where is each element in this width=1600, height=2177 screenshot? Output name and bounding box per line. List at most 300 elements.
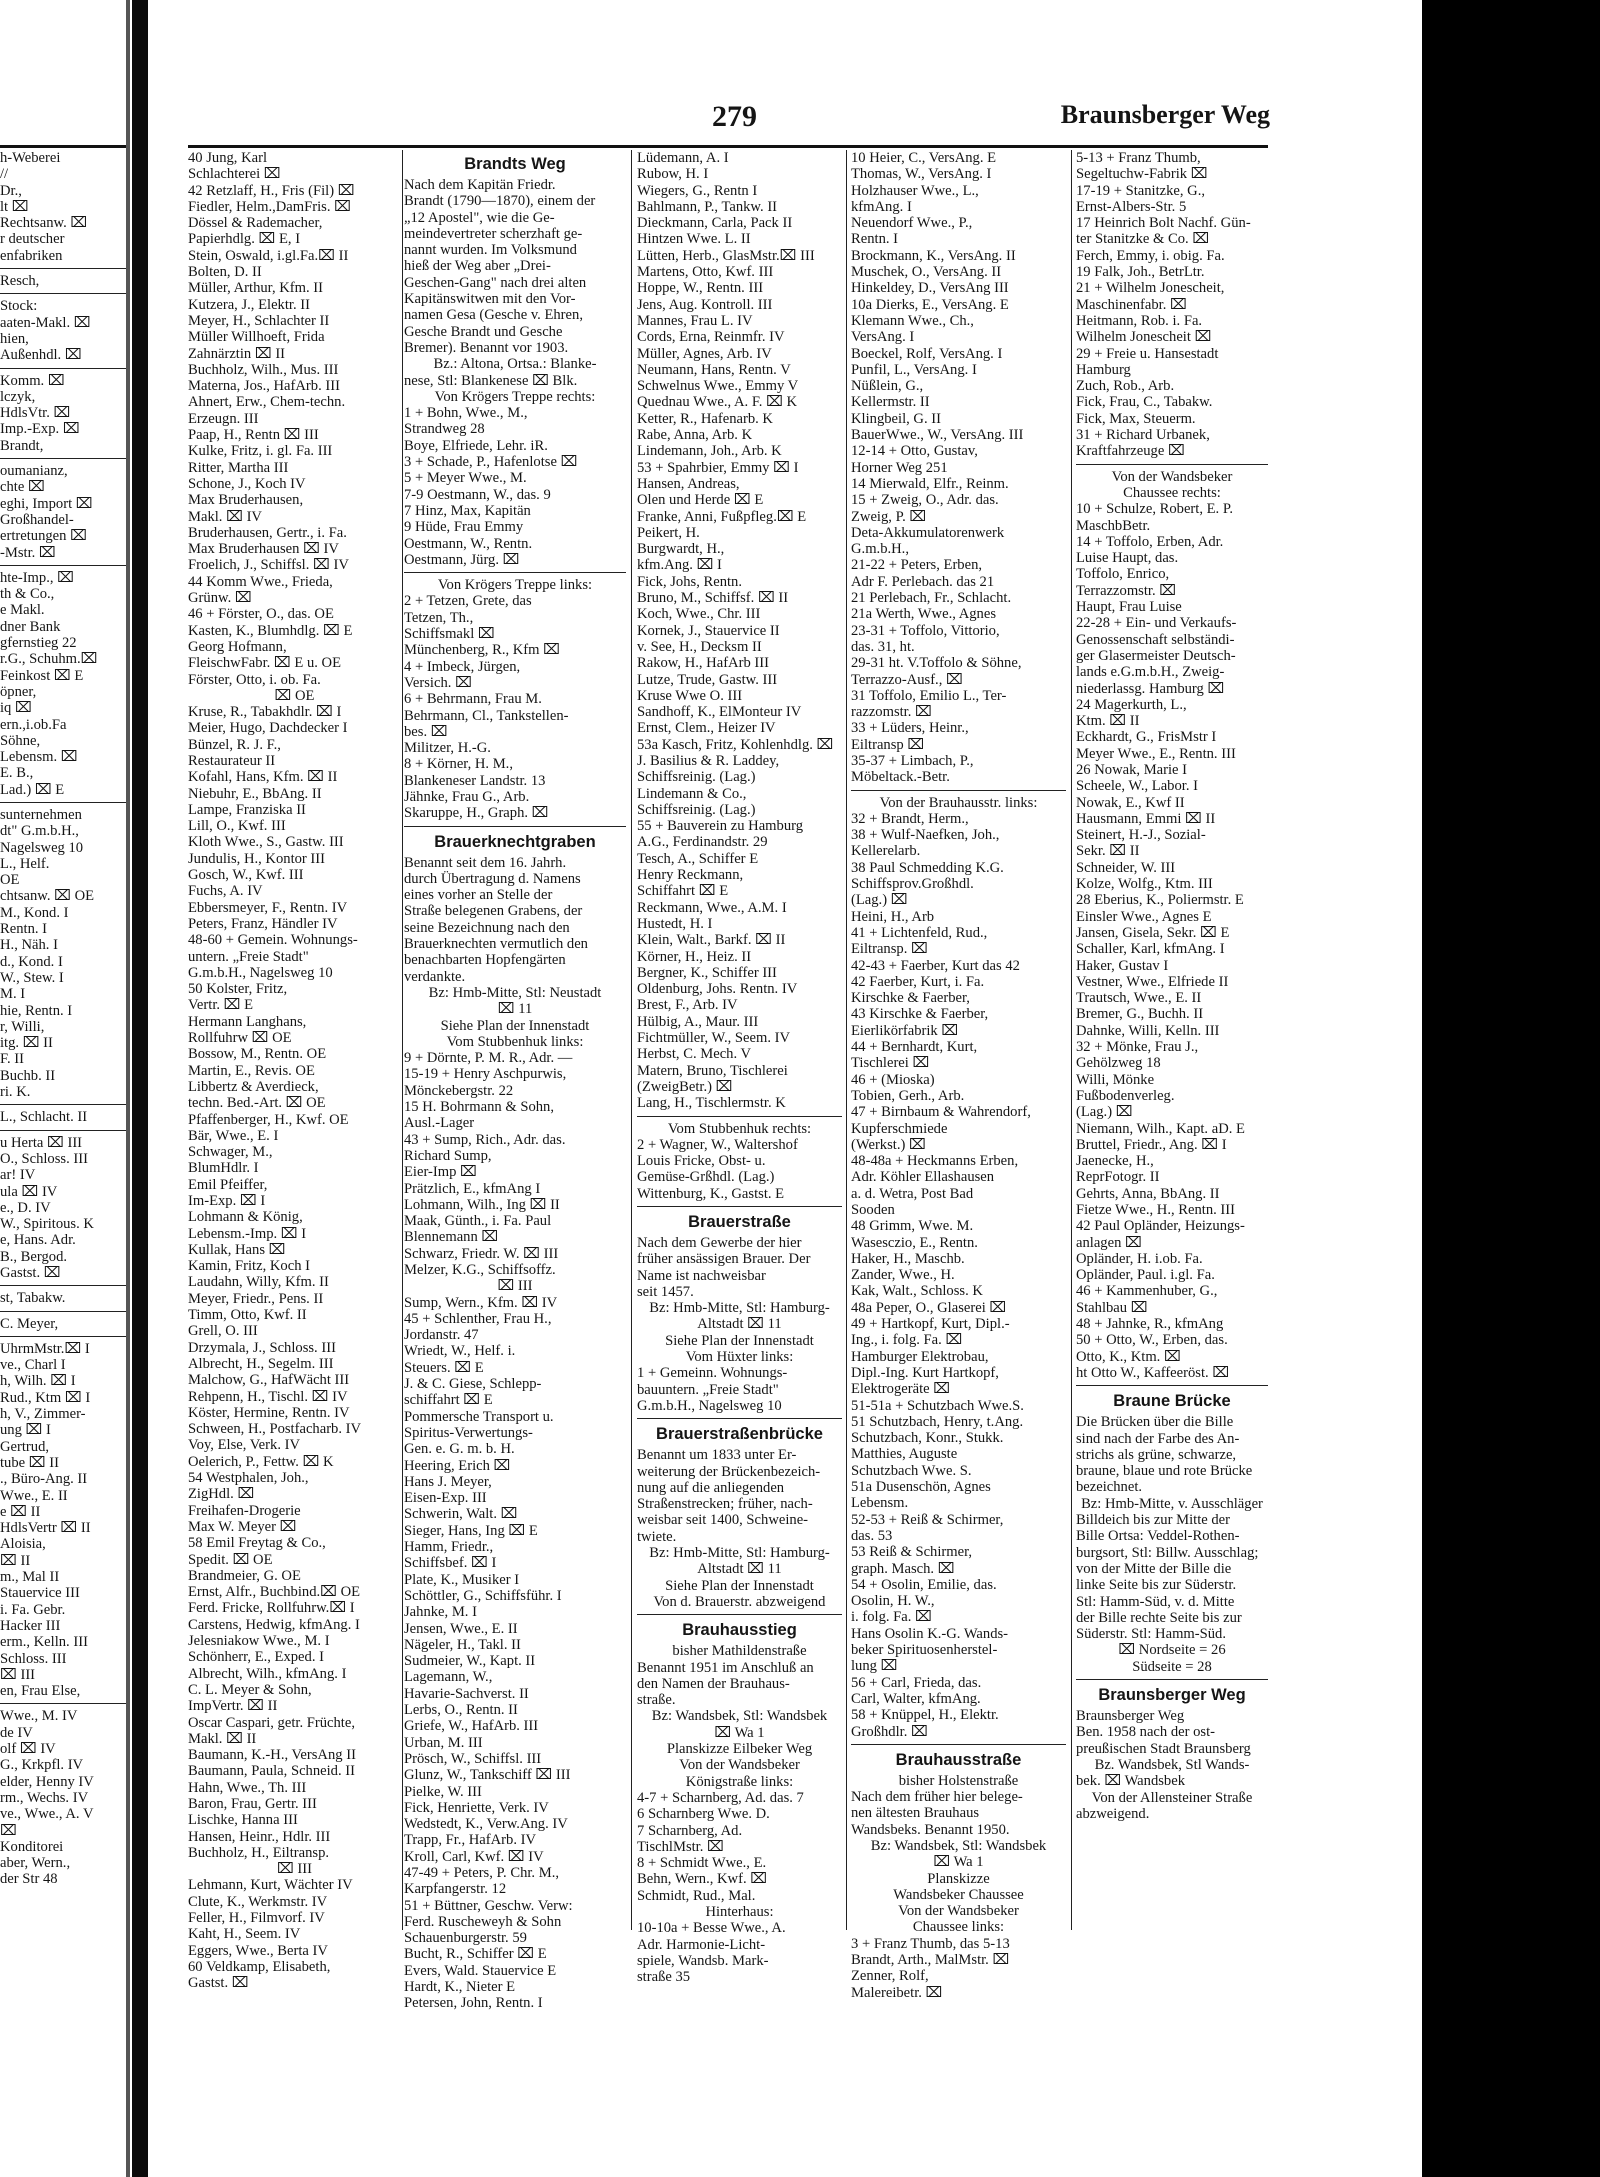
directory-line: Timm, Otto, Kwf. II — [188, 1307, 307, 1324]
directory-line: Kaht, H., Seem. IV — [188, 1926, 301, 1943]
directory-line: 21-22 + Peters, Erben, — [851, 557, 983, 574]
directory-line: Max W. Meyer ⌧ — [188, 1518, 297, 1535]
directory-line: Gehrts, Anna, BbAng. II — [1076, 1185, 1220, 1202]
directory-line: Rentn. I — [0, 921, 48, 938]
directory-line: techn. Bed.-Art. ⌧ OE — [188, 1095, 326, 1112]
directory-line: C. L. Meyer & Sohn, — [188, 1681, 312, 1698]
column-divider — [1071, 150, 1072, 1930]
directory-line: Rabe, Anna, Arb. K — [637, 427, 753, 444]
directory-line: Schloss. III — [0, 1650, 67, 1667]
directory-line: das. 53 — [851, 1527, 893, 1544]
directory-line: Lindemann, Joh., Arb. K — [637, 443, 782, 460]
directory-line: ertretungen ⌧ — [0, 528, 87, 545]
directory-line: 12-14 + Otto, Gustav, — [851, 443, 978, 460]
directory-line: 43 + Sump, Rich., Adr. das. — [404, 1131, 566, 1148]
directory-line: G.m.b.H., Nagelsweg 10 — [637, 1397, 782, 1414]
directory-line: Trautsch, Wwe., E. II — [1076, 990, 1202, 1007]
directory-line: Schwelnus Wwe., Emmy V — [637, 378, 799, 395]
directory-line: ImpVertr. ⌧ II — [188, 1698, 278, 1715]
scan-right-border — [1422, 0, 1600, 2177]
directory-line: 44 Komm Wwe., Frieda, — [188, 573, 333, 590]
directory-line: u Herta ⌧ III — [0, 1134, 83, 1151]
directory-line: Hamburger Elektrobau, — [851, 1348, 989, 1365]
directory-line: Köster, Hermine, Rentn. IV — [188, 1404, 350, 1421]
directory-line: Emil Pfeiffer, — [188, 1176, 268, 1193]
directory-line: Fick, Max, Steuerm. — [1076, 410, 1196, 427]
directory-line: Südseite = 28 — [1132, 1658, 1212, 1675]
directory-line: Im-Exp. ⌧ I — [188, 1193, 266, 1209]
directory-line: Bahlmann, P., Tankw. II — [637, 198, 778, 215]
directory-line: h, V., Zimmer- — [0, 1406, 86, 1423]
directory-line: ⌧ II — [0, 1552, 31, 1569]
directory-line: 6 Scharnberg Wwe. D. — [637, 1806, 770, 1823]
directory-line: Chaussee rechts: — [1123, 484, 1221, 501]
directory-line: Brandt, Arth., MalMstr. ⌧ — [851, 1952, 1010, 1969]
directory-line: Kofahl, Hans, Kfm. ⌧ II — [188, 769, 338, 786]
directory-line: Nagelsweg 10 — [0, 839, 84, 856]
directory-line: (Werkst.) ⌧ — [851, 1136, 926, 1153]
directory-line: Nüßlein, G., — [851, 378, 924, 395]
directory-line: Hans J. Meyer, — [404, 1473, 492, 1490]
directory-line: Ernst, Clem., Heizer IV — [637, 720, 776, 737]
directory-line: 15 + Zweig, O., Adr. das. — [851, 492, 999, 509]
directory-line: 21 Perlebach, Fr., Schlacht. — [851, 590, 1012, 607]
directory-line: Bolten, D. II — [188, 264, 262, 281]
directory-line: Lebensm. — [851, 1495, 909, 1512]
section-rule — [0, 802, 126, 803]
directory-line: Benannt seit dem 16. Jahrh. — [404, 854, 567, 871]
directory-line: Fichtmüller, W., Seem. IV — [637, 1030, 791, 1047]
section-rule — [637, 1614, 842, 1615]
directory-line: Schöttler, G., Schiffsführ. I — [404, 1587, 562, 1604]
directory-line: erm., Kelln. III — [0, 1634, 88, 1651]
directory-line: Dössel & Rademacher, — [188, 215, 323, 232]
directory-line: 50 + Otto, W., Erben, das. — [1076, 1332, 1228, 1349]
section-rule — [0, 1130, 126, 1131]
directory-line: Kak, Walt., Schloss. K — [851, 1283, 983, 1300]
directory-line: 1 + Bohn, Wwe., M., — [404, 405, 528, 422]
directory-line: Jens, Aug. Kontroll. III — [637, 296, 773, 313]
directory-line: 17-19 + Stanitzke, G., — [1076, 182, 1206, 199]
directory-line: Opländer, Paul. i.gl. Fa. — [1076, 1267, 1215, 1284]
directory-line: Lütten, Herb., GlasMstr.⌧ III — [637, 247, 815, 264]
directory-line: 42 Faerber, Kurt, i. Fa. — [851, 973, 985, 990]
directory-line: Lüdemann, A. I — [637, 150, 729, 166]
directory-line: Matern, Bruno, Tischlerei — [637, 1062, 788, 1079]
directory-line: 51-51a + Schutzbach Wwe.S. — [851, 1397, 1024, 1414]
directory-line: Koch, Wwe., Chr. III — [637, 606, 761, 623]
directory-line: aaten-Makl. ⌧ — [0, 314, 91, 331]
directory-line: st, Tabakw. — [0, 1290, 66, 1307]
directory-line: 46 + (Mioska) — [851, 1071, 935, 1088]
directory-line: Chaussee links: — [912, 1919, 1005, 1936]
directory-line: Hansen, Andreas, — [637, 475, 740, 492]
directory-line: 51a Dusenschön, Agnes — [851, 1479, 991, 1496]
directory-line: Stock: — [0, 298, 38, 315]
directory-line: Kellerelarb. — [851, 843, 921, 860]
directory-line: Mönckebergstr. 22 — [404, 1082, 514, 1099]
left-page-header-rule — [0, 145, 126, 148]
directory-line: Brockmann, K., VersAng. II — [851, 247, 1016, 264]
directory-line: Urban, M. III — [404, 1734, 483, 1751]
directory-line: J. & C. Giese, Schlepp- — [404, 1376, 542, 1393]
directory-line: abzweigend. — [1076, 1805, 1150, 1822]
directory-line: Segeltuchw-Fabrik ⌧ — [1076, 166, 1208, 183]
directory-line: schiffahrt ⌧ E — [404, 1392, 493, 1409]
directory-line: Hahn, Wwe., Th. III — [188, 1779, 307, 1796]
directory-line: 44 + Bernhardt, Kurt, — [851, 1039, 978, 1056]
directory-line: Hoppe, W., Rentn. III — [637, 280, 764, 297]
directory-line: Einsler Wwe., Agnes E — [1076, 908, 1212, 925]
directory-line: meindevertreter scherzhaft ge- — [404, 225, 583, 242]
directory-line: Scheele, W., Labor. I — [1076, 778, 1198, 795]
directory-line: Herbst, C. Mech. V — [637, 1046, 752, 1063]
directory-line: F. II — [0, 1051, 24, 1068]
directory-line: hie, Rentn. I — [0, 1002, 73, 1019]
directory-line: 45 + Schlenther, Frau H., — [404, 1310, 552, 1327]
directory-line: weisbar seit 1400, Schweine- — [637, 1512, 809, 1529]
directory-line: Benannt um 1833 unter Er- — [637, 1447, 797, 1464]
directory-line: weiterung der Brückenbezeich- — [637, 1463, 821, 1480]
directory-line: Brandmeier, G. OE — [188, 1567, 301, 1584]
directory-line: Bz. Wandsbek, Stl Wands- — [1094, 1756, 1250, 1773]
directory-line: namen Gesa (Gesche v. Ehren, — [404, 307, 583, 324]
directory-line: Otto, K., Ktm. ⌧ — [1076, 1348, 1181, 1365]
directory-line: Sekr. ⌧ II — [1076, 843, 1140, 860]
directory-line: Hausmann, Emmi ⌧ II — [1076, 810, 1216, 827]
directory-line: nannt wurden. Im Volksmund — [404, 242, 577, 259]
section-rule — [0, 1285, 126, 1286]
directory-line: Kullak, Hans ⌧ — [188, 1241, 286, 1258]
directory-line: Kraftfahrzeuge ⌧ — [1076, 443, 1185, 460]
directory-line: Von der Wandsbeker — [898, 1903, 1019, 1920]
street-heading: Brauerstraßenbrücke — [656, 1425, 823, 1444]
directory-line: W., Stew. I — [0, 969, 64, 986]
directory-line: Sudmeier, W., Kapt. II — [404, 1653, 536, 1670]
directory-line: 48 + Jahnke, R., kfmAng — [1076, 1316, 1224, 1333]
directory-line: Burgwardt, H., — [637, 541, 725, 558]
directory-line: Nowak, E., Kwf II — [1076, 794, 1185, 811]
directory-line: Wilhelm Jonescheit ⌧ — [1076, 329, 1212, 346]
directory-line: Max Bruderhausen ⌧ IV — [188, 541, 339, 558]
page-edge-shadow — [126, 0, 130, 2177]
directory-line: 7-9 Oestmann, W., das. 9 — [404, 486, 551, 503]
directory-line: Die Brücken über die Bille — [1076, 1414, 1234, 1431]
directory-line: Eggers, Wwe., Berta IV — [188, 1942, 328, 1959]
street-heading: Brauhausstieg — [682, 1621, 797, 1640]
directory-line: e ⌧ II — [0, 1503, 41, 1520]
directory-line: 52-53 + Reiß & Schirmer, — [851, 1511, 1004, 1528]
directory-line: 58 Emil Freytag & Co., — [188, 1535, 326, 1552]
directory-line: Baron, Frau, Gertr. III — [188, 1795, 317, 1812]
directory-line: Tesch, A., Schiffer E — [637, 850, 759, 867]
directory-line: dt" G.m.b.H., — [0, 823, 79, 840]
directory-line: Evers, Wald. Stauervice E — [404, 1962, 557, 1979]
directory-line: Griefe, W., HafArb. III — [404, 1718, 539, 1735]
directory-line: Toffolo, Enrico, — [1076, 566, 1170, 583]
directory-line: M. I — [0, 986, 26, 1003]
directory-line: strichs als grüne, schwarze, — [1076, 1446, 1237, 1463]
directory-line: Bz.: Altona, Ortsa.: Blanke- — [433, 356, 597, 373]
directory-line: r deutscher — [0, 231, 65, 248]
directory-line: ⌧ III — [497, 1278, 533, 1295]
directory-line: spiele, Wandsb. Mark- — [637, 1952, 769, 1969]
directory-line: Grell, O. III — [188, 1323, 258, 1340]
directory-line: Kolze, Wolfg., Ktm. III — [1076, 876, 1213, 893]
directory-line: Albrecht, H., Segelm. III — [188, 1355, 334, 1372]
directory-line: Meier, Hugo, Dachdecker I — [188, 720, 348, 737]
directory-line: Ing., i. folg. Fa. ⌧ — [851, 1332, 963, 1349]
directory-line: 6 + Behrmann, Frau M. — [404, 691, 542, 708]
directory-line: lung ⌧ — [851, 1658, 898, 1675]
directory-line: Planskizze — [927, 1870, 990, 1887]
directory-line: Bossow, M., Rentn. OE — [188, 1046, 327, 1063]
directory-line: 1 + Gemeinn. Wohnungs- — [637, 1365, 788, 1382]
directory-line: Hacker III — [0, 1617, 61, 1634]
directory-line: 32 + Mönke, Frau J., — [1076, 1039, 1199, 1056]
directory-line: Restaurateur II — [188, 752, 276, 769]
directory-line: Papierhdlg. ⌧ E, I — [188, 231, 301, 248]
directory-line: 10 + Schulze, Robert, E. P. — [1076, 501, 1233, 518]
directory-line: Kirschke & Faerber, — [851, 990, 970, 1007]
directory-line: Wedstedt, K., Verw.Ang. IV — [404, 1816, 568, 1833]
section-rule — [0, 1104, 126, 1105]
directory-line: Fick, Henriette, Verk. IV — [404, 1799, 549, 1816]
column-divider — [402, 150, 403, 1930]
directory-line: Dipl.-Ing. Kurt Hartkopf, — [851, 1364, 999, 1381]
directory-line: Terrazzo-Ausf., ⌧ — [851, 671, 963, 688]
directory-line: 42 Paul Opländer, Heizungs- — [1076, 1218, 1245, 1235]
directory-line: Zahnärztin ⌧ II — [188, 345, 286, 362]
directory-line: 58 + Knüppel, H., Elektr. — [851, 1707, 999, 1724]
directory-line: früher ansässigen Brauer. Der — [637, 1251, 811, 1268]
directory-line: ⌧ III — [0, 1666, 36, 1683]
section-rule — [404, 826, 626, 827]
directory-line: G., Krkpfl. IV — [0, 1757, 84, 1774]
directory-line: Bz: Hmb-Mitte, v. Ausschläger — [1081, 1495, 1263, 1512]
directory-line: Schneider, W. III — [1076, 859, 1176, 876]
directory-line: iq ⌧ — [0, 700, 32, 717]
directory-line: Jansen, Gisela, Sekr. ⌧ E — [1076, 924, 1230, 941]
directory-line: Hinkeldey, D., VersAng III — [851, 280, 1009, 297]
directory-line: linke Seite bis zur Süderstr. — [1076, 1577, 1237, 1594]
directory-line: Lebensm.-Imp. ⌧ I — [188, 1225, 307, 1242]
directory-line: dner Bank — [0, 618, 61, 635]
directory-line: Cords, Erna, Reinmfr. IV — [637, 329, 785, 346]
directory-line: Dieckmann, Carla, Pack II — [637, 215, 793, 232]
directory-line: Stein, Oswald, i.gl.Fa.⌧ II — [188, 247, 349, 264]
directory-line: 53a Kasch, Fritz, Kohlenhdlg. ⌧ — [637, 736, 834, 753]
directory-line: Osolin, H. W., — [851, 1593, 935, 1610]
directory-line: e Makl. — [0, 602, 45, 619]
directory-line: Müller, Agnes, Arb. IV — [637, 345, 772, 362]
directory-line: Ahnert, Erw., Chem-techn. — [188, 394, 346, 411]
directory-line: M., Kond. I — [0, 904, 69, 921]
directory-line: Behn, Wern., Kwf. ⌧ — [637, 1871, 768, 1888]
directory-line: 19 Falk, Joh., BetrLtr. — [1076, 264, 1205, 281]
directory-line: Lohmann & König, — [188, 1209, 303, 1226]
directory-line: Wandsbeks. Benannt 1950. — [851, 1821, 1010, 1838]
directory-line: olf ⌧ IV — [0, 1741, 56, 1758]
directory-line: Buchholz, Wilh., Mus. III — [188, 361, 339, 378]
directory-line: ⌧ Wa 1 — [714, 1724, 765, 1741]
directory-line: Billdeich bis zur Mitte der — [1076, 1512, 1231, 1529]
directory-line: 31 + Richard Urbanek, — [1076, 427, 1210, 444]
directory-line: Vom Stubbenhuk rechts: — [667, 1120, 812, 1137]
directory-line: 9 Hüde, Frau Emmy — [404, 519, 524, 536]
directory-line: Oscar Caspari, getr. Früchte, — [188, 1714, 355, 1731]
directory-line: UhrmMstr.⌧ I — [0, 1340, 90, 1357]
directory-line: ZigHdl. ⌧ — [188, 1486, 255, 1503]
directory-line: enfabriken — [0, 247, 63, 264]
directory-line: Freihafen-Drogerie — [188, 1502, 301, 1519]
directory-line: Schwerin, Walt. ⌧ — [404, 1506, 518, 1523]
directory-line: Spedit. ⌧ OE — [188, 1551, 273, 1568]
directory-line: Lutze, Trude, Gastw. III — [637, 671, 778, 688]
directory-line: 7 Scharnberg, Ad. — [637, 1822, 743, 1839]
directory-line: hieß der Weg aber „Drei- — [404, 258, 551, 275]
directory-line: Fußbodenverleg. — [1076, 1087, 1175, 1104]
directory-line: Münchenberg, R., Kfm ⌧ — [404, 642, 560, 659]
section-rule — [1076, 1679, 1268, 1680]
directory-line: Schiffsreinig. (Lag.) — [637, 769, 756, 786]
directory-line: Von Krögers Treppe rechts: — [434, 388, 596, 405]
directory-line: Baumann, K.-H., VersAng II — [188, 1747, 356, 1764]
directory-line: Paap, H., Rentn ⌧ III — [188, 427, 319, 444]
directory-line: oumanianz, — [0, 463, 68, 480]
directory-line: e., D. IV — [0, 1199, 51, 1216]
directory-line: bezeichnet. — [1076, 1479, 1143, 1496]
directory-line: Libbertz & Averdieck, — [188, 1078, 319, 1095]
directory-line: Lill, O., Kwf. III — [188, 818, 286, 835]
directory-line: braune, blaue und rote Brücke — [1076, 1463, 1253, 1480]
directory-line: Planskizze Eilbeker Weg — [666, 1741, 813, 1758]
directory-line: r, Willi, — [0, 1018, 45, 1035]
directory-line: Heering, Erich ⌧ — [404, 1457, 511, 1474]
directory-line: 2 + Wagner, W., Waltershof — [637, 1136, 798, 1153]
directory-line: Wasesczio, E., Rentn. — [851, 1234, 978, 1251]
section-rule — [0, 268, 126, 269]
directory-line: Froelich, J., Schiffsl. ⌧ IV — [188, 557, 349, 574]
directory-line: Schmidt, Rud., Mal. — [637, 1887, 756, 1904]
section-rule — [1076, 464, 1268, 465]
directory-line: Schönherr, E., Exped. I — [188, 1649, 324, 1666]
street-heading: Brauhausstraße — [895, 1750, 1022, 1769]
directory-line: Tischlerei ⌧ — [851, 1055, 930, 1072]
directory-line: Konditorei — [0, 1838, 64, 1855]
directory-line: Eckhardt, G., FrisMstr I — [1076, 729, 1217, 746]
directory-line: Hustedt, H. I — [637, 915, 713, 932]
directory-line: Wandsbeker Chaussee — [893, 1886, 1024, 1903]
directory-line: 54 Westphalen, Joh., — [188, 1470, 309, 1487]
directory-line: Lampe, Franziska II — [188, 801, 306, 818]
directory-line: Von der Allensteiner Straße — [1091, 1789, 1253, 1806]
directory-line: Siehe Plan der Innenstadt — [665, 1577, 814, 1594]
directory-line: 5 + Meyer Wwe., M. — [404, 470, 527, 487]
directory-line: Straße belegenen Grabens, der — [404, 903, 583, 920]
directory-line: Brandt (1790—1870), einem der — [404, 193, 596, 210]
directory-line: Blankeneser Landstr. 13 — [404, 772, 546, 789]
directory-line: Siehe Plan der Innenstadt — [440, 1017, 590, 1034]
directory-line: Quednau Wwe., A. F. ⌧ K — [637, 394, 798, 411]
directory-line: Glunz, W., Tankschiff ⌧ III — [404, 1767, 571, 1784]
directory-line: Pfaffenberger, H., Kwf. OE — [188, 1111, 349, 1128]
directory-line: ve., Charl I — [0, 1357, 66, 1374]
page-number: 279 — [712, 100, 757, 133]
directory-line: Kutzera, J., Elektr. II — [188, 296, 310, 313]
directory-line: ve., Wwe., A. V — [0, 1806, 94, 1823]
directory-line: Bz: Wandsbek, Stl: Wandsbek — [651, 1708, 828, 1725]
directory-line: i. Fa. Gebr. — [0, 1601, 66, 1618]
directory-line: Baumann, Paula, Schneid. II — [188, 1763, 355, 1780]
directory-line: Stauervice III — [0, 1585, 80, 1602]
directory-line: h-Weberei — [0, 150, 61, 166]
directory-line: Vom Hüxter links: — [685, 1349, 794, 1366]
directory-line: en, Frau Else, — [0, 1683, 81, 1700]
directory-line: eines vorher an Stelle der — [404, 887, 553, 904]
directory-line: 43 Kirschke & Faerber, — [851, 1006, 989, 1023]
directory-line: ar! IV — [0, 1167, 36, 1184]
directory-line: Haupt, Frau Luise — [1076, 599, 1182, 616]
page-header — [200, 92, 1270, 134]
directory-line: Militzer, H.-G. — [404, 740, 491, 757]
directory-line: 42 Retzlaff, H., Fris (Fil) ⌧ — [188, 182, 355, 199]
directory-line: Franke, Anni, Fußpfleg.⌧ E — [637, 508, 807, 525]
directory-line: Brest, F., Arb. IV — [637, 997, 738, 1014]
directory-line: bisher Mathildenstraße — [672, 1643, 807, 1660]
directory-line: Altstadt ⌧ 11 — [697, 1561, 782, 1578]
directory-line: 38 + Wulf-Naefken, Joh., — [851, 827, 1000, 844]
directory-line: straße. — [637, 1692, 676, 1709]
directory-line: 51 + Büttner, Geschw. Verw: — [404, 1897, 573, 1914]
directory-line: bauuntern. „Freie Stadt" — [637, 1381, 779, 1398]
directory-line: Gertrud, — [0, 1438, 50, 1455]
directory-line: 10 Heier, C., VersAng. E — [851, 150, 997, 166]
directory-line: gfernstieg 22 — [0, 635, 77, 652]
directory-line: Gesche Brandt und Gesche — [404, 323, 563, 340]
directory-line: J. Basilius & R. Laddey, — [637, 752, 780, 769]
directory-line: 38 Paul Schmedding K.G. — [851, 859, 1004, 876]
directory-line: Kruse, R., Tabakhdlr. ⌧ I — [188, 704, 342, 721]
directory-line: Melzer, K.G., Schiffsoffz. — [404, 1262, 556, 1278]
section-rule — [0, 1336, 126, 1337]
directory-line: Bremer). Benannt vor 1903. — [404, 339, 569, 356]
directory-line: 26 Nowak, Marie I — [1076, 761, 1188, 778]
directory-line: Kroll, Carl, Kwf. ⌧ IV — [404, 1848, 544, 1865]
directory-line: Kornek, J., Stauervice II — [637, 622, 780, 639]
directory-line: -Mstr. ⌧ — [0, 544, 56, 561]
directory-line: 47-49 + Peters, P. Chr. M., — [404, 1864, 559, 1881]
directory-line: TischlMstr. ⌧ — [637, 1838, 724, 1855]
directory-line: Sandhoff, K., ElMonteur IV — [637, 704, 802, 721]
directory-line: straße 35 — [637, 1969, 691, 1986]
directory-column-2 — [404, 150, 626, 2012]
header-rule — [188, 145, 1268, 148]
directory-line: Ritter, Martha III — [188, 459, 289, 476]
directory-line: Fuchs, A. IV — [188, 883, 263, 900]
directory-line: Fiedler, Helm.,DamFris. ⌧ — [188, 198, 351, 215]
street-heading: Braunsberger Weg — [1098, 1686, 1246, 1705]
directory-line: 48-48a + Heckmanns Erben, — [851, 1153, 1019, 1170]
directory-line: 46 + Kammenhuber, G., — [1076, 1283, 1218, 1300]
directory-line: Jähnke, Frau G., Arb. — [404, 788, 530, 805]
directory-line: Nach dem Kapitän Friedr. — [404, 177, 556, 193]
directory-line: i. folg. Fa. ⌧ — [851, 1609, 932, 1626]
directory-line: 29-31 ht. V.Toffolo & Söhne, — [851, 655, 1022, 672]
directory-line: Stahlbau ⌧ — [1076, 1299, 1148, 1316]
directory-line: ula ⌧ IV — [0, 1183, 58, 1200]
directory-line: Opländer, H. i.ob. Fa. — [1076, 1250, 1203, 1267]
